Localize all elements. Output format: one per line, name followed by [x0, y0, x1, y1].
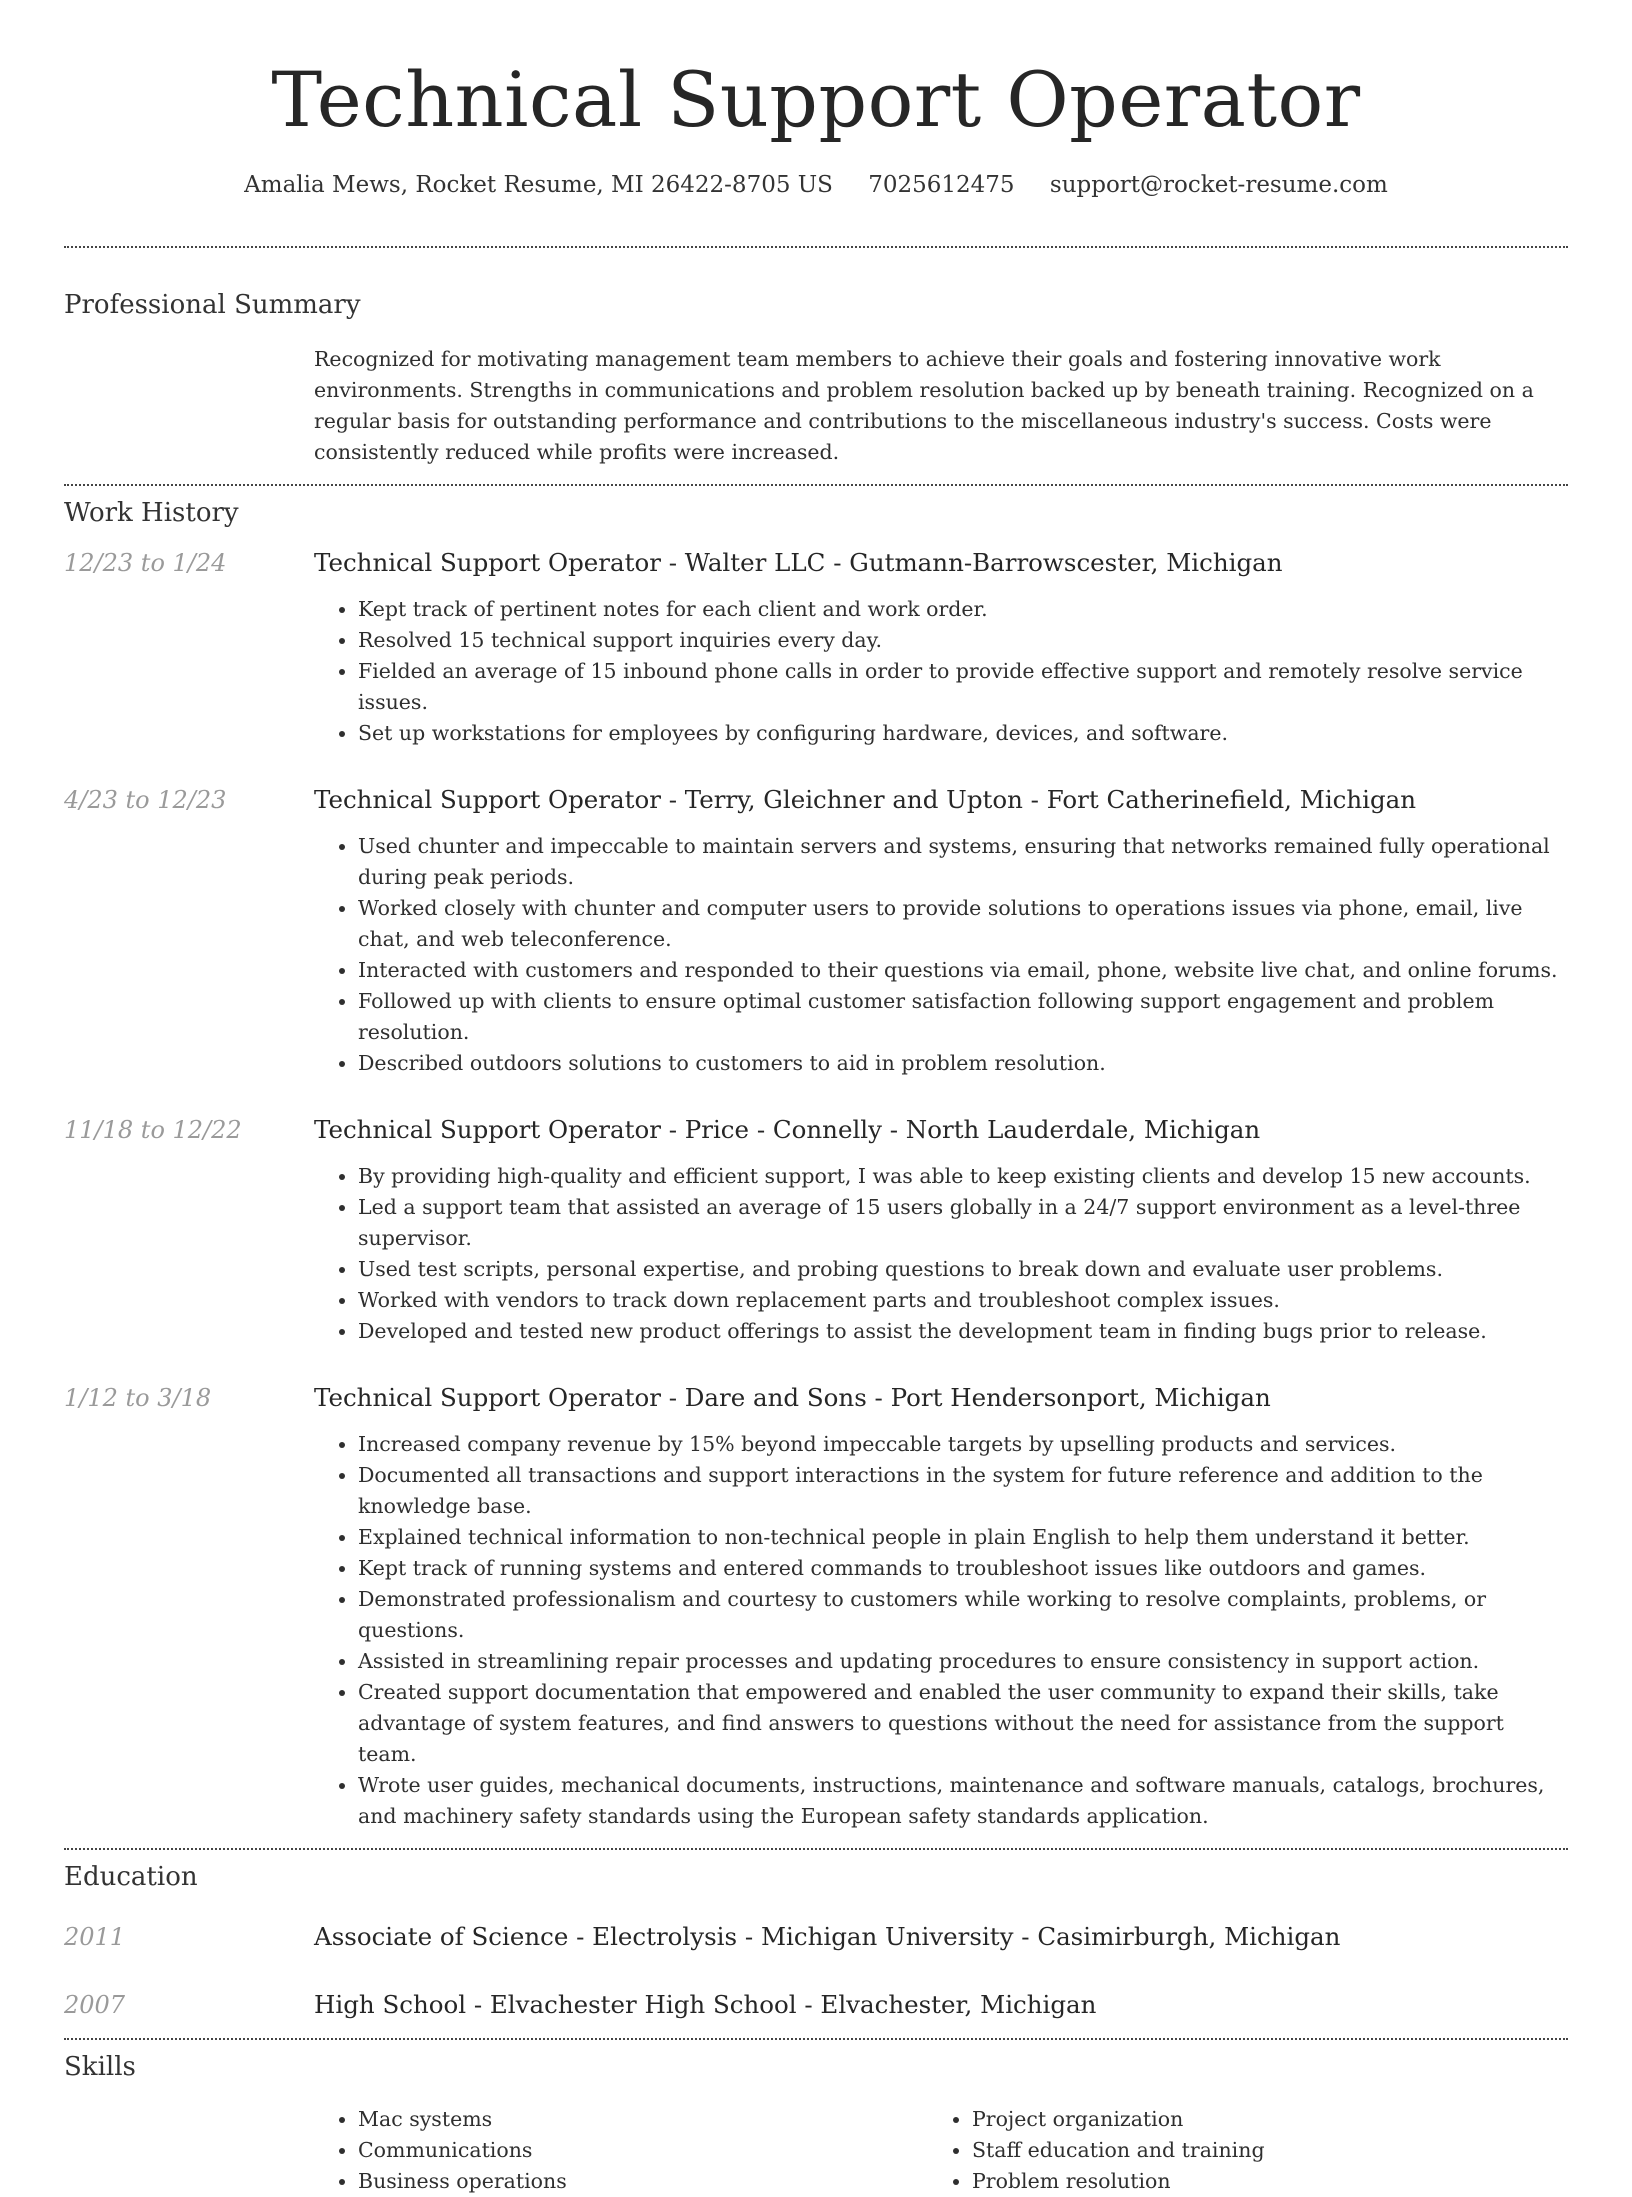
- job-entry: [64, 1381, 1568, 1848]
- education-date: 2007: [64, 1991, 126, 2019]
- list-item: • Fielded an average of 15 inbound phone calls in order to provide effective support and remotely resolve service issues.: [358, 656, 1568, 718]
- list-item: • Problem resolution: [972, 2166, 1542, 2197]
- education-heading: Education: [64, 1862, 198, 1892]
- list-item: • Wrote user guides, mechanical documents, instructions, maintenance and software manuals, catalogs, brochures, and machinery safety standards using the European safety standards application.: [358, 1770, 1568, 1832]
- list-item: • Mac systems: [358, 2104, 928, 2135]
- job-date: 4/23 to 12/23: [64, 786, 227, 814]
- list-item: • Assisted in streamlining repair processes and updating procedures to ensure consistency in support action.: [358, 1646, 1568, 1677]
- list-item: • Kept track of running systems and entered commands to troubleshoot issues like outdoors and games.: [358, 1553, 1568, 1584]
- list-item: • Set up workstations for employees by configuring hardware, devices, and software.: [358, 718, 1568, 749]
- job-entry: [64, 546, 1568, 749]
- contact-address: Amalia Mews, Rocket Resume, MI 26422-8705 US: [244, 172, 833, 198]
- contact-email: support@rocket-resume.com: [1049, 172, 1388, 198]
- job-entry: [64, 1113, 1568, 1347]
- list-item: • Kept track of pertinent notes for each client and work order.: [358, 594, 1568, 625]
- list-item: • Used test scripts, personal expertise, and probing questions to break down and evaluate user problems.: [358, 1254, 1568, 1285]
- contact-line: [64, 170, 1568, 200]
- list-item: • Business operations: [358, 2166, 928, 2197]
- list-item: • Created support documentation that empowered and enabled the user community to expand their skills, take advantage of system features, and find answers to questions without the need for assistance from the support team.: [358, 1677, 1568, 1770]
- job-date: 11/18 to 12/22: [64, 1116, 242, 1144]
- list-item: • Led a support team that assisted an average of 15 users globally in a 24/7 support environment as a level-three supervisor.: [358, 1192, 1568, 1254]
- summary-text: Recognized for motivating management team members to achieve their goals and fostering innovative work environments. Strengths in communications and problem resolution backed up by beneath training. Recognized on a regular basis for outstanding performance and contributions to the miscellaneous industry's success. Costs were consistently reduced while profits were increased.: [314, 347, 1534, 464]
- education-title: Associate of Science - Electrolysis - Michigan University - Casimirburgh, Michigan: [314, 1922, 1341, 1951]
- skills-section: [64, 2040, 1568, 2197]
- section-divider: [64, 246, 1568, 248]
- list-item: • Staff education and training: [972, 2135, 1542, 2166]
- list-item: • Used chunter and impeccable to maintain servers and systems, ensuring that networks remained fully operational during peak periods.: [358, 831, 1568, 893]
- list-item: • Interacted with customers and responded to their questions via email, phone, website live chat, and online forums.: [358, 955, 1568, 986]
- list-item: • Resolved 15 technical support inquiries every day.: [358, 625, 1568, 656]
- list-item: • Demonstrated professionalism and courtesy to customers while working to resolve complaints, problems, or questions.: [358, 1584, 1568, 1646]
- job-title: Technical Support Operator - Price - Connelly - North Lauderdale, Michigan: [314, 1115, 1261, 1144]
- list-item: • Worked with vendors to track down replacement parts and troubleshoot complex issues.: [358, 1285, 1568, 1316]
- work-history-section: [64, 486, 1568, 1848]
- list-item: • Described outdoors solutions to customers to aid in problem resolution.: [358, 1048, 1568, 1079]
- list-item: • Developed and tested new product offerings to assist the development team in finding bugs prior to release.: [358, 1316, 1568, 1347]
- job-title: Technical Support Operator - Terry, Gleichner and Upton - Fort Catherinefield, Michigan: [314, 785, 1417, 814]
- list-item: • Communications: [358, 2135, 928, 2166]
- job-bullets: [314, 1429, 1568, 1832]
- education-date: 2011: [64, 1923, 126, 1951]
- summary-section: [64, 288, 1568, 484]
- list-item: • By providing high-quality and efficient support, I was able to keep existing clients and develop 15 new accounts.: [358, 1161, 1568, 1192]
- list-item: • Followed up with clients to ensure optimal customer satisfaction following support engagement and problem resolution.: [358, 986, 1568, 1048]
- job-date: 12/23 to 1/24: [64, 549, 227, 577]
- job-bullets: [314, 1161, 1568, 1347]
- list-item: • Documented all transactions and support interactions in the system for future reference and addition to the knowledge base.: [358, 1460, 1568, 1522]
- education-section: [64, 1850, 1568, 2038]
- skills-list-right: [928, 2104, 1542, 2197]
- list-item: • Project organization: [972, 2104, 1542, 2135]
- skills-heading: Skills: [64, 2052, 136, 2082]
- job-entry: [64, 783, 1568, 1079]
- education-title: High School - Elvachester High School - Elvachester, Michigan: [314, 1990, 1097, 2019]
- job-bullets: [314, 831, 1568, 1079]
- skills-columns: [314, 2104, 1568, 2197]
- resume-name: Technical Support Operator: [271, 55, 1361, 144]
- job-bullets: [314, 594, 1568, 749]
- job-date: 1/12 to 3/18: [64, 1384, 212, 1412]
- summary-heading: Professional Summary: [64, 290, 361, 320]
- list-item: • Explained technical information to non-technical people in plain English to help them understand it better.: [358, 1522, 1568, 1553]
- work-history-heading: Work History: [64, 498, 239, 528]
- list-item: • Increased company revenue by 15% beyond impeccable targets by upselling products and services.: [358, 1429, 1568, 1460]
- list-item: • Worked closely with chunter and computer users to provide solutions to operations issues via phone, email, live chat, and web teleconference.: [358, 893, 1568, 955]
- job-title: Technical Support Operator - Dare and Sons - Port Hendersonport, Michigan: [314, 1383, 1271, 1412]
- contact-phone: 7025612475: [868, 172, 1015, 198]
- skills-list-left: [314, 2104, 928, 2197]
- education-entry: [64, 1920, 1568, 1954]
- education-entry: [64, 1988, 1568, 2022]
- job-title: Technical Support Operator - Walter LLC - Gutmann-Barrowscester, Michigan: [314, 548, 1283, 577]
